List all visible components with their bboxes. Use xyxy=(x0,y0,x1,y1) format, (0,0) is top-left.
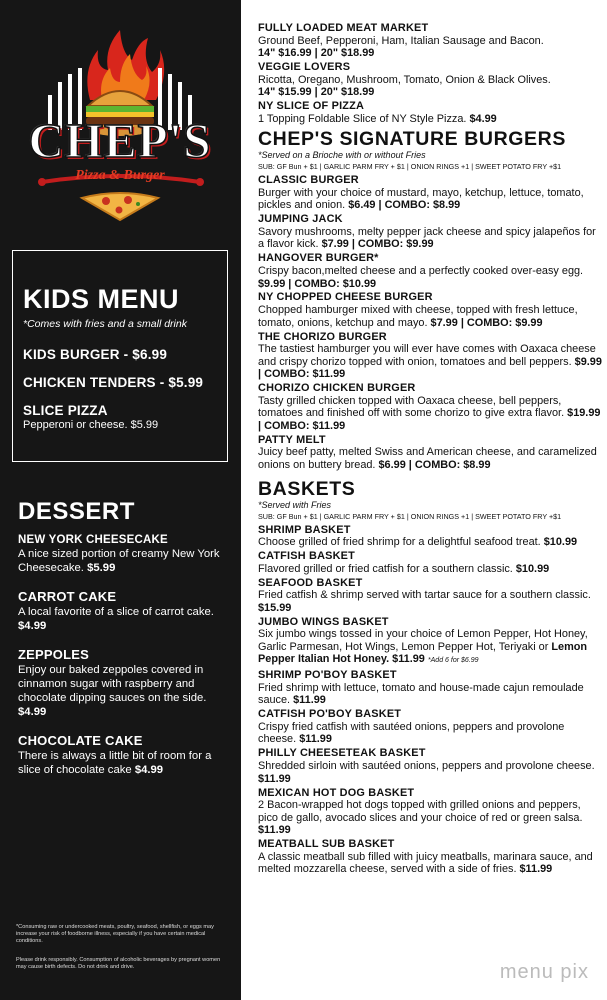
item-desc: Ricotta, Oregano, Mushroom, Tomato, Onion & Black Olives. xyxy=(258,73,551,86)
dessert-item-desc: Enjoy our baked zeppoles covered in cinnamon sugar with raspberry and chocolate dipping sauces on the side. $4.99 xyxy=(18,664,207,718)
burger-item xyxy=(258,434,603,472)
item-name: MEXICAN HOT DOG BASKET xyxy=(258,786,415,799)
dessert-item-name: CHOCOLATE CAKE xyxy=(18,733,143,748)
item-name: NY SLICE OF PIZZA xyxy=(258,100,365,113)
burger-item xyxy=(258,291,603,329)
basket-item xyxy=(258,708,603,746)
item-name: NY CHOPPED CHEESE BURGER xyxy=(258,291,433,304)
kids-menu-box xyxy=(12,250,228,462)
basket-item xyxy=(258,838,603,876)
baskets-title: BASKETS xyxy=(258,477,356,500)
item-name: CHORIZO CHICKEN BURGER xyxy=(258,382,416,395)
item-desc: Six jumbo wings tossed in your choice of Lemon Pepper, Hot Honey, Garlic Parmesan, Hot Wings, Lemon Pepper Hot, Teriyaki or Lemon Pepper Italian Hot Honey. $11.99 *Add 6 for $6.99 xyxy=(258,628,588,666)
item-desc: Tasty grilled chicken topped with Oaxaca cheese, bell peppers, tomatoes and finished off with some chorizo to give extra flavor. $19.99 | COMBO: $11.99 xyxy=(258,394,601,432)
menu-item xyxy=(258,22,603,60)
item-name: CLASSIC BURGER xyxy=(258,174,359,187)
menu-item xyxy=(258,61,603,99)
menu-item xyxy=(258,100,603,125)
kids-menu-title: KIDS MENU xyxy=(23,284,180,314)
item-desc: The tastiest hamburger you will ever have comes with Oaxaca cheese and crispy chorizo topped with onion, tomatoes and bell peppers. $9.99 | COMBO: $11.99 xyxy=(258,343,602,381)
left-panel xyxy=(0,0,241,1000)
item-name: PATTY MELT xyxy=(258,433,326,446)
burger-item xyxy=(258,252,603,290)
dessert-item-desc: A nice sized portion of creamy New York Cheesecake. $5.99 xyxy=(18,548,220,574)
basket-item xyxy=(258,550,603,575)
item-name: CATFISH PO'BOY BASKET xyxy=(258,708,402,721)
basket-item xyxy=(258,577,603,615)
kids-item: KIDS BURGER - $6.99 xyxy=(23,347,168,362)
item-desc: Fried catfish & shrimp served with tartar sauce for a southern classic. $15.99 xyxy=(258,589,591,614)
burger-item xyxy=(258,382,603,432)
dessert-section xyxy=(18,498,228,777)
dessert-item-name: ZEPPOLES xyxy=(18,647,89,662)
item-desc: Flavored grilled or fried catfish for a southern classic. $10.99 xyxy=(258,562,550,575)
brand-tagline: Pizza & Burger xyxy=(75,168,165,183)
item-desc: 1 Topping Foldable Slice of NY Style Pizza. $4.99 xyxy=(258,112,497,125)
burger-item xyxy=(258,174,603,212)
item-desc: Shredded sirloin with sautéed onions, peppers and provolone cheese. $11.99 xyxy=(258,759,595,785)
item-desc: Crispy fried catfish with sautéed onions, peppers and provolone cheese. $11.99 xyxy=(258,720,565,746)
item-price: 14" $16.99 | 20" $18.99 xyxy=(258,47,375,60)
basket-item xyxy=(258,616,603,668)
item-desc: Savory mushrooms, melty pepper jack cheese and spicy jalapeños for a flavor kick. $7.99 | COMBO: $9.99 xyxy=(258,225,596,251)
item-desc: Juicy beef patty, melted Swiss and American cheese, and caramelized onions on buttery bread. $6.99 | COMBO: $8.99 xyxy=(258,446,597,471)
item-name: JUMPING JACK xyxy=(258,213,343,226)
item-desc: A classic meatball sub filled with juicy meatballs, marinara sauce, and melted mozzarella cheese, served with a side of fries. $11.99 xyxy=(258,850,593,876)
item-desc: Ground Beef, Pepperoni, Ham, Italian Sausage and Bacon. xyxy=(258,34,544,47)
dessert-item-name: NEW YORK CHEESECAKE xyxy=(18,534,168,546)
kids-item: SLICE PIZZA xyxy=(23,403,108,418)
burgers-title: CHEP'S SIGNATURE BURGERS xyxy=(258,128,566,151)
disclaimer-alcohol: Please drink responsibly. Consumption of alcoholic beverages by pregnant women may cause birth defects. Do not drink and drive. xyxy=(16,957,221,970)
burgers-extras: SUB: GF Bun + $1 | GARLIC PARM FRY + $1 | ONION RINGS +1 | SWEET POTATO FRY +$1 xyxy=(258,162,562,172)
watermark: menu pix xyxy=(499,961,589,983)
item-name: CATFISH BASKET xyxy=(258,550,355,563)
dessert-item-name: CARROT CAKE xyxy=(18,589,117,604)
dessert-item-desc: There is always a little bit of room for a slice of chocolate cake $4.99 xyxy=(18,750,212,776)
item-name: FULLY LOADED MEAT MARKET xyxy=(258,22,429,34)
kids-menu-note: *Comes with fries and a small drink xyxy=(23,318,187,330)
basket-item xyxy=(258,747,603,785)
brand-name: CHEP'S xyxy=(28,113,212,168)
right-panel xyxy=(241,0,607,1000)
brand-logo xyxy=(20,20,220,225)
item-name: VEGGIE LOVERS xyxy=(258,61,351,74)
right-menu-column xyxy=(258,22,603,877)
item-name: THE CHORIZO BURGER xyxy=(258,330,387,343)
burger-item xyxy=(258,331,603,381)
item-name: SHRIMP PO'BOY BASKET xyxy=(258,669,397,682)
item-desc: Chopped hamburger mixed with cheese, topped with fresh lettuce, tomato, onions, ketchup and mayo. $7.99 | COMBO: $9.99 xyxy=(258,303,578,329)
burger-item xyxy=(258,213,603,251)
item-name: HANGOVER BURGER* xyxy=(258,252,379,265)
basket-item xyxy=(258,524,603,549)
item-desc: Choose grilled of fried shrimp for a delightful seafood treat. $10.99 xyxy=(258,536,578,549)
item-desc: Crispy bacon,melted cheese and a perfectly cooked over-easy egg. $9.99 | COMBO: $10.99 xyxy=(258,264,584,290)
dessert-item-desc: A local favorite of a slice of carrot cake. $4.99 xyxy=(18,606,214,632)
kids-item-desc: Pepperoni or cheese. $5.99 xyxy=(23,419,159,432)
dessert-title: DESSERT xyxy=(18,498,135,525)
disclaimer-raw-food: *Consuming raw or undercooked meats, poultry, seafood, shellfish, or eggs may increase your risk of foodborne illness, especially if you have certain medical conditions. xyxy=(16,924,214,944)
baskets-extras: SUB: GF Bun + $1 | GARLIC PARM FRY + $1 | ONION RINGS +1 | SWEET POTATO FRY +$1 xyxy=(258,511,562,521)
baskets-note: *Served with Fries xyxy=(258,499,332,510)
basket-item xyxy=(258,787,603,837)
burgers-note: *Served on a Brioche with or without Fries xyxy=(258,150,426,161)
item-name: SEAFOOD BASKET xyxy=(258,576,363,589)
item-desc: Fried shrimp with lettuce, tomato and house-made cajun remoulade sauce. $11.99 xyxy=(258,681,584,707)
item-price: 14" $15.99 | 20" $18.99 xyxy=(258,86,375,99)
item-name: JUMBO WINGS BASKET xyxy=(258,615,389,628)
kids-item: CHICKEN TENDERS - $5.99 xyxy=(23,375,204,390)
item-desc: Burger with your choice of mustard, mayo, ketchup, lettuce, tomato, pickles and onion. $6.49 | COMBO: $8.99 xyxy=(258,186,584,212)
item-desc: 2 Bacon-wrapped hot dogs topped with grilled onions and peppers, pico de gallo, avocado slices and your choice of red or green salsa. $11.99 xyxy=(258,799,583,837)
item-name: PHILLY CHEESETEAK BASKET xyxy=(258,747,426,760)
item-name: SHRIMP BASKET xyxy=(258,523,351,536)
item-name: MEATBALL SUB BASKET xyxy=(258,838,395,851)
basket-item xyxy=(258,669,603,707)
